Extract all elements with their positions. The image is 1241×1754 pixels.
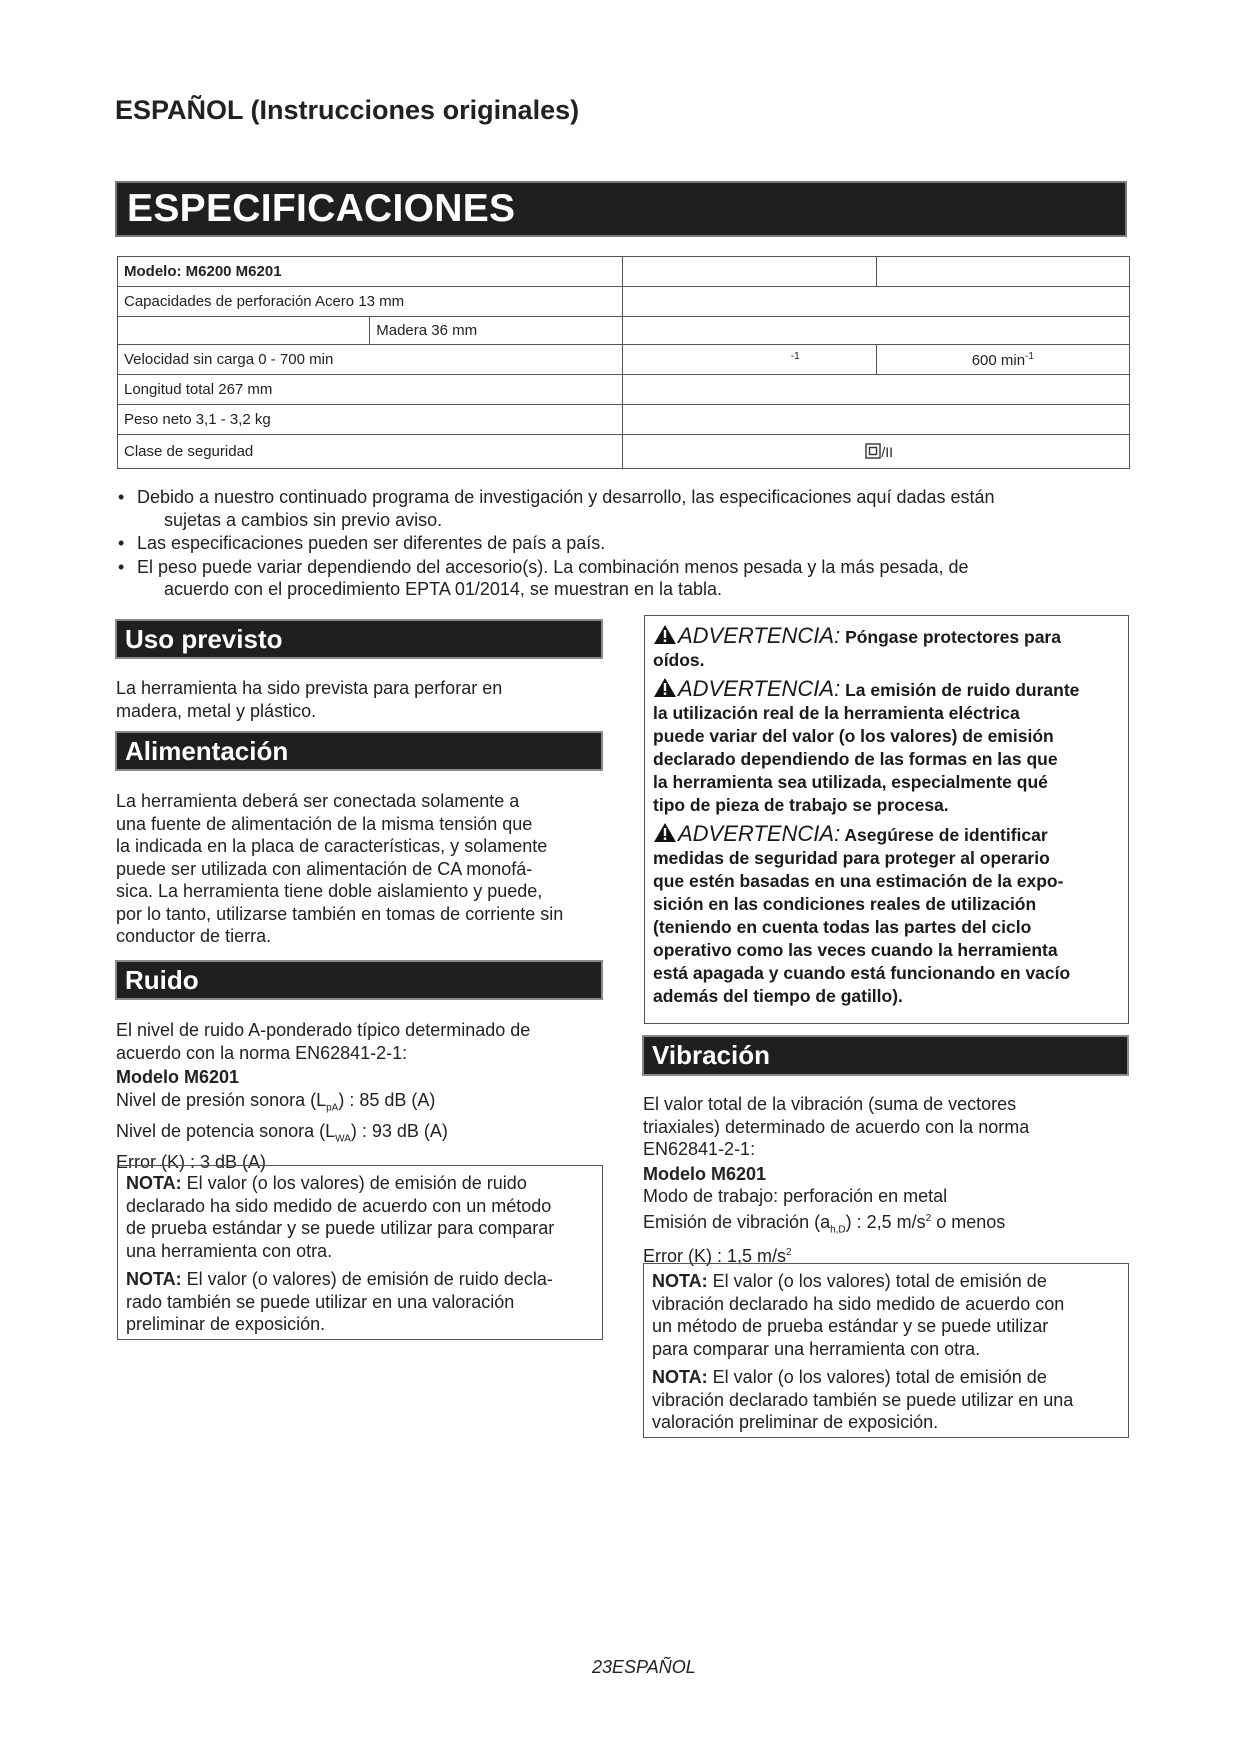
text-line: la herramienta sea utilizada, especialmente qué xyxy=(653,772,1048,792)
text-line: una herramienta con otra. xyxy=(126,1240,333,1261)
text-line: tipo de pieza de trabajo se procesa. xyxy=(653,795,949,815)
text-line: vibración declarado ha sido medido de acuerdo con xyxy=(652,1293,1065,1314)
note-line: El peso puede variar dependiendo del accesorio(s). La combinación menos pesada y la más pesada, de xyxy=(137,556,969,577)
spec-cell xyxy=(623,405,1130,435)
text-line: operativo como las veces cuando la herramienta xyxy=(653,940,1058,960)
text-sup: 2 xyxy=(925,1212,932,1224)
note-label: NOTA: xyxy=(652,1367,708,1387)
text-line: sica. La herramienta tiene doble aislamiento y puede, xyxy=(116,881,543,901)
ruido-note-box xyxy=(117,1165,603,1340)
section-header-ruido: Ruido xyxy=(115,960,603,1000)
warning-triangle-icon xyxy=(653,624,677,645)
note-label: NOTA: xyxy=(126,1269,182,1289)
note-paragraph xyxy=(652,1270,1120,1360)
list-item xyxy=(118,556,1128,601)
text-sup: 2 xyxy=(786,1246,792,1258)
vibracion-text xyxy=(643,1093,1133,1267)
bullet-icon: • xyxy=(118,556,125,577)
text-line: El valor (o los valores) total de emisión de xyxy=(712,1271,1047,1291)
spec-weight-label: Peso neto 3,1 - 3,2 kg xyxy=(118,405,623,435)
text-part: ) : 85 dB (A) xyxy=(338,1089,436,1110)
table-row xyxy=(118,435,1130,469)
vibracion-model: Modelo M6201 xyxy=(643,1163,767,1184)
double-insulation-icon xyxy=(865,443,881,459)
sound-power-line xyxy=(116,1120,606,1151)
spec-model-label: Modelo: M6200 M6201 xyxy=(118,257,623,287)
note-line: Debido a nuestro continuado programa de investigación y desarrollo, las especificaciones aquí dadas están xyxy=(137,487,995,507)
text-line: que estén basadas en una estimación de la expo- xyxy=(653,871,1064,891)
bullet-icon: • xyxy=(118,487,125,507)
specifications-table xyxy=(117,256,1130,469)
spec-speed-mid-sup: -1 xyxy=(790,350,800,362)
text-line: declarado ha sido medido de acuerdo con un método xyxy=(126,1195,552,1216)
ruido-model: Modelo M6201 xyxy=(116,1067,240,1087)
note-label: NOTA: xyxy=(652,1271,708,1291)
text-line: (teniendo en cuenta todas las partes del ciclo xyxy=(653,917,1032,937)
spec-safety-class-label: Clase de seguridad xyxy=(118,435,623,469)
text-line: la indicada en la placa de características, y solamente xyxy=(116,836,548,856)
text-line: puede ser utilizada con alimentación de CA monofá- xyxy=(116,858,533,879)
text-line: El valor total de la vibración (suma de vectores xyxy=(643,1094,1017,1114)
spec-speed-right-sup: -1 xyxy=(1025,350,1034,362)
ruido-error: Error (K) : 3 dB (A) xyxy=(116,1151,267,1172)
note-paragraph xyxy=(126,1172,594,1262)
text-line: declarado dependiendo de las formas en las que xyxy=(653,749,1058,769)
section-header-vibracion: Vibración xyxy=(642,1035,1129,1076)
text-line: puede variar del valor (o los valores) de emisión xyxy=(653,726,1054,746)
note-label: NOTA: xyxy=(126,1173,182,1193)
text-part: ) : 2,5 m/s xyxy=(845,1211,926,1232)
text-line: La emisión de ruido durante xyxy=(845,680,1080,700)
text-part: o menos xyxy=(931,1211,1006,1232)
text-line: para comparar una herramienta con otra. xyxy=(652,1338,981,1359)
sound-pressure-line xyxy=(116,1089,606,1120)
note-line: acuerdo con el procedimiento EPTA 01/2014, se muestran en la tabla. xyxy=(164,579,723,599)
safety-class-value: /II xyxy=(881,443,894,460)
spec-cell xyxy=(623,317,1130,345)
text-part: Nivel de presión sonora (L xyxy=(116,1089,327,1110)
text-line: acuerdo con la norma EN62841-2-1: xyxy=(116,1042,408,1063)
text-sub: h,D xyxy=(830,1224,846,1236)
spec-drill-steel-label: Capacidades de perforación Acero 13 mm xyxy=(118,287,623,317)
text-line: El valor (o los valores) total de emisión de xyxy=(712,1367,1047,1387)
section-header-alimentacion: Alimentación xyxy=(115,731,603,771)
note-paragraph xyxy=(652,1366,1120,1434)
list-item xyxy=(118,486,1128,531)
spec-safety-class-cell xyxy=(623,435,1130,469)
text-line: conductor de tierra. xyxy=(116,926,272,946)
text-line: vibración declarado también se puede utilizar en una xyxy=(652,1389,1074,1410)
text-line: La herramienta deberá ser conectada solamente a xyxy=(116,791,520,811)
text-line: triaxiales) determinado de acuerdo con la norma xyxy=(643,1116,1030,1137)
note-line: Las especificaciones pueden ser diferentes de país a país. xyxy=(137,533,606,553)
text-part: Emisión de vibración (a xyxy=(643,1211,831,1232)
warning-word: ADVERTENCIA: xyxy=(678,676,841,701)
section-header-uso: Uso previsto xyxy=(115,619,603,659)
text-line: una fuente de alimentación de la misma tensión que xyxy=(116,813,533,834)
text-line: El nivel de ruido A-ponderado típico determinado de xyxy=(116,1020,531,1040)
spec-speed-label: Velocidad sin carga 0 - 700 min xyxy=(118,345,623,375)
note-line: sujetas a cambios sin previo aviso. xyxy=(164,509,443,530)
spec-notes-list xyxy=(118,486,1128,602)
table-row xyxy=(118,287,1130,317)
text-line: oídos. xyxy=(653,650,705,670)
text-line: Póngase protectores para xyxy=(845,627,1061,647)
table-row xyxy=(118,405,1130,435)
text-part: Nivel de potencia sonora (L xyxy=(116,1120,336,1141)
spec-cell xyxy=(118,317,370,345)
spec-length-label: Longitud total 267 mm xyxy=(118,375,623,405)
text-line: está apagada y cuando está funcionando en vacío xyxy=(653,963,1071,983)
uso-text xyxy=(116,677,606,722)
spec-speed-mid xyxy=(623,345,876,375)
text-line: El valor (o valores) de emisión de ruido decla- xyxy=(186,1269,553,1289)
text-line: sición en las condiciones reales de utilización xyxy=(653,894,1037,914)
text-line: rado también se puede utilizar en una valoración xyxy=(126,1291,515,1312)
table-row xyxy=(118,317,1130,345)
spec-drill-wood-label: Madera 36 mm xyxy=(370,317,623,345)
text-line: la utilización real de la herramienta eléctrica xyxy=(653,703,1020,723)
alimentacion-text xyxy=(116,790,616,948)
page-footer: 23ESPAÑOL xyxy=(592,1657,696,1677)
spec-cell xyxy=(623,287,1130,317)
warning-word: ADVERTENCIA: xyxy=(678,821,841,846)
table-row xyxy=(118,375,1130,405)
text-line: además del tiempo de gatillo). xyxy=(653,986,903,1006)
spec-speed-right-value: 600 min xyxy=(971,351,1026,369)
table-row xyxy=(118,345,1130,375)
text-line: Asegúrese de identificar xyxy=(844,825,1048,845)
specifications-banner: ESPECIFICACIONES xyxy=(115,181,1127,237)
warning-item xyxy=(653,822,1120,1008)
warning-item xyxy=(653,624,1120,672)
text-part: Error (K) : 1,5 m/s xyxy=(643,1245,787,1266)
text-line: de prueba estándar y se puede utilizar para comparar xyxy=(126,1218,555,1238)
vibracion-note-box xyxy=(643,1263,1129,1438)
text-line: por lo tanto, utilizarse también en tomas de corriente sin xyxy=(116,903,564,924)
spec-speed-right xyxy=(876,345,1129,375)
text-line: La herramienta ha sido prevista para perforar en xyxy=(116,678,503,698)
bullet-icon: • xyxy=(118,533,125,553)
list-item xyxy=(118,532,1128,555)
text-line: un método de prueba estándar y se puede utilizar xyxy=(652,1316,1049,1336)
warning-triangle-icon xyxy=(653,822,677,843)
table-row xyxy=(118,257,1130,287)
text-part: ) : 93 dB (A) xyxy=(350,1120,448,1141)
spec-cell xyxy=(623,257,876,287)
warning-word: ADVERTENCIA: xyxy=(678,623,841,648)
document-language-title: ESPAÑOL (Instrucciones originales) xyxy=(115,95,580,125)
vibration-emission-line xyxy=(643,1208,1133,1242)
warning-triangle-icon xyxy=(653,677,677,698)
text-line: EN62841-2-1: xyxy=(643,1139,756,1159)
text-line: El valor (o los valores) de emisión de ruido xyxy=(186,1173,527,1193)
warning-item xyxy=(653,677,1120,817)
spec-cell xyxy=(876,257,1129,287)
text-line: preliminar de exposición. xyxy=(126,1314,326,1334)
text-line: valoración preliminar de exposición. xyxy=(652,1412,939,1432)
ruido-text xyxy=(116,1019,606,1173)
text-sub: WA xyxy=(335,1133,351,1145)
work-mode: Modo de trabajo: perforación en metal xyxy=(643,1186,948,1206)
text-line: medidas de seguridad para proteger al operario xyxy=(653,848,1050,868)
text-sub: pA xyxy=(326,1102,339,1114)
spec-cell xyxy=(623,375,1130,405)
text-line: madera, metal y plástico. xyxy=(116,700,317,721)
note-paragraph xyxy=(126,1268,594,1336)
warnings-box xyxy=(644,615,1129,1024)
